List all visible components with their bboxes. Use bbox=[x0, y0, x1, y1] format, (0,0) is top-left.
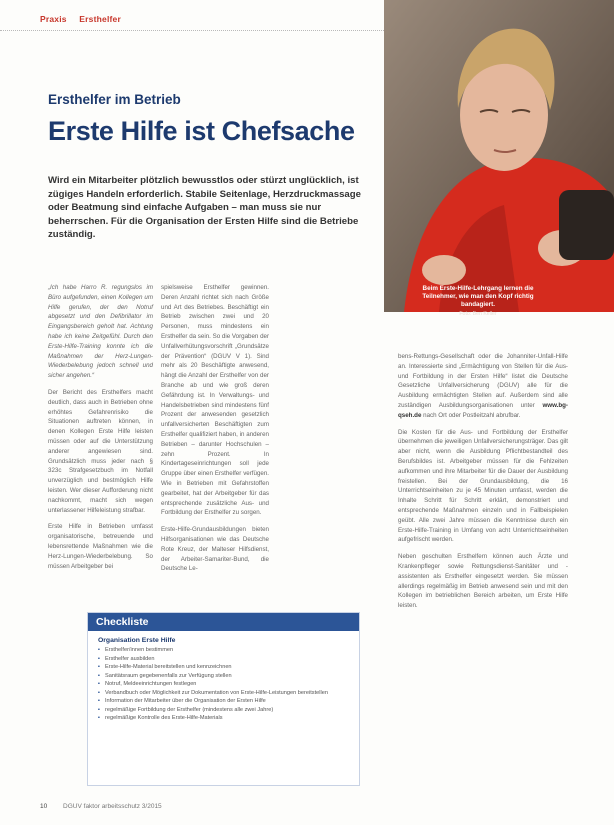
caption-text: Beim Erste-Hilfe-Lehrgang lernen die Teilnehmer, wie man den Kopf richtig bandagiert. bbox=[422, 285, 534, 309]
checklist-item: ▪ regelmäßige Kontrolle des Erste-Hilfe-Materials bbox=[98, 714, 351, 723]
checklist-item: ▪ Verbandbuch oder Möglichkeit zur Dokumentation von Erste-Hilfe-Leistungen bereitstellen bbox=[98, 689, 351, 698]
body-text: nach Ort oder Postleitzahl abrufbar. bbox=[423, 411, 521, 419]
checklist-item: ▪ Erste-Hilfe-Material bereitstellen und kennzeichnen bbox=[98, 663, 351, 672]
photo-illustration bbox=[384, 0, 614, 312]
article-photo bbox=[384, 0, 614, 312]
checklist-subtitle: Organisation Erste Hilfe bbox=[98, 637, 176, 644]
quote-paragraph: „Ich habe Harro R. regungslos im Büro aufgefunden, einen Kollegen um Hilfe gerufen, der den Notruf abgesetzt und den Defibrillator im Eingangsbereich geholt hat. Achtung habe ich keine Zeitgefühl. Durch den Erste-Hilfe-Training konnte ich die Maßnahmen der Herz-Lungen-Wiederbelebung jedoch schnell und sicher angehen.“ bbox=[48, 284, 153, 380]
checklist-box bbox=[87, 612, 360, 786]
text-column-3 bbox=[398, 352, 568, 618]
body-paragraph: Die Kosten für die Aus- und Fortbildung der Ersthelfer übernehmen die jeweiligen Unfallversicherungsträger. Das gilt aber nicht, wenn die Ausbildung Pflichtbestandteil des Berufsbildes ist. Arbeitgeber müssen für die Fehlzeiten aufkommen und ihre Mitarbeiter für die Dauer der Ausbildung freistellen. Bei der Grundausbildung, die 16 Unterrichtseinheiten zu je 45 Minuten umfasst, werden die Inhalte Schritt für Schritt erklärt, demonstriert und entsprechende Maßnahmen einzeln und in Fallbeispielen geübt. Alle zwei Jahre müssen die Kenntnisse durch ein Erste-Hilfe-Training in Umfang von acht Unterrichtseinheiten aufgefrischt werden. bbox=[398, 428, 568, 544]
page-number: 10 bbox=[40, 803, 48, 810]
photo-credit: Foto: Ben Keller bbox=[459, 310, 497, 317]
section-label: Praxis bbox=[40, 14, 67, 24]
page-footer bbox=[40, 803, 162, 810]
checklist-title: Checkliste bbox=[88, 613, 359, 631]
checklist-item: ▪ Ersthelfer ausbilden bbox=[98, 655, 351, 664]
body-paragraph: spielsweise Ersthelfer gewinnen. Deren Anzahl richtet sich nach Größe und Art des Betriebes. Beschäftigt ein Betrieb zwischen zwei und 20 Personen, muss mindestens ein Ersthelfer da sein. So die Vorgaben der Unfallverhütungsvorschrift „Grundsätze der Prävention“ (DGUV V 1). Sind mehr als 20 Beschäftigte anwesend, hängt die Anzahl der Ersthelfer von der Branche ab und wie groß deren Gefährdung ist. In Verwaltungs- und Handelsbetrieben sind mindestens fünf Prozent der anwesenden gesetzlich unfallversicherten Beschäftigten zum Ersthelfer qualifiziert haben, in anderen Betrieben – darunter Hochschulen – zehn Prozent. In Kindertageseinrichtungen soll jede Gruppe über einen Ersthelfer verfügen. Wie in Betrieben mit Gefahrstoffen gearbeitet, hat der Arbeitgeber für das entsprechende zusätzliche Aus- und Fortbildung der Ersthelfer zu sorgen. bbox=[161, 284, 270, 517]
checklist-item: ▪ regelmäßige Fortbildung der Ersthelfer (mindestens alle zwei Jahre) bbox=[98, 706, 351, 715]
checklist-item: ▪ Notruf, Meldeeinrichtungen festlegen bbox=[98, 680, 351, 689]
checklist-item: ▪ Information der Mitarbeiter über die Organisation der Ersten Hilfe bbox=[98, 697, 351, 706]
publication-name: DGUV faktor arbeitsschutz 3/2015 bbox=[63, 803, 162, 810]
body-paragraph: Neben geschulten Ersthelfern können auch Ärzte und Krankenpfleger sowie Rettungsdienst-Sanitäter und -assistenten als Ersthelfer eingesetzt werden. Sie müssen allerdings regelmäßig im Betrieb anwesend sein und mit den Kollegen im betrieblichen Bereich arbeiten, um Erste Hilfe leisten. bbox=[398, 553, 568, 610]
body-text: bens-Rettungs-Gesellschaft oder die Johanniter-Unfall-Hilfe an. Interessierte sind „Ermächtigung von Stellen für die Aus- und Fortbildung in der Ersten Hilfe“ listet die Deutsche Gesetzliche Unfallversicherung (DGUV) alle für die Ausbildung ermächtigten Stellen auf. Außerdem sind alle zuständigen Ausbildungsorganisationen unter bbox=[398, 353, 568, 409]
checklist-item: ▪ Ersthelfer/innen bestimmen bbox=[98, 646, 351, 655]
text-column-2 bbox=[161, 283, 269, 581]
body-paragraph bbox=[398, 352, 568, 421]
article-lead: Wird ein Mitarbeiter plötzlich bewusstlos oder stürzt unglücklich, ist zügiges Handeln erforderlich. Stabile Seitenlage, Herzdruckmassage oder Beatmung sind einfache Aufgaben – man muss sie nur beherrschen. Für die Organisation der Ersten Hilfe sind die Betriebe zuständig. bbox=[48, 175, 361, 241]
article-kicker: Ersthelfer im Betrieb bbox=[48, 92, 181, 107]
body-paragraph: Der Bericht des Ersthelfers macht deutlich, dass auch in Betrieben ohne erhöhtes Gefahrenrisiko die Situationen auftreten können, in denen Kollegen Erste Hilfe leisten müssen oder auf die Unterstützung anderer angewiesen sind. Grundsätzlich muss jeder nach § 323c Strafgesetzbuch im Notfall unverzüglich und bestmöglich Hilfe leisten. Wer dieser Aufforderung nicht nachkommt, macht sich wegen unterlassener Hilfeleistung strafbar. bbox=[48, 388, 153, 514]
article-title: Erste Hilfe ist Chefsache bbox=[48, 116, 355, 146]
photo-caption bbox=[412, 285, 544, 317]
body-paragraph: Erste Hilfe in Betrieben umfasst organisatorische, betreuende und lebensrettende Maßnahmen wie die Herz-Lungen-Wiederbelebung. So müssen Arbeitgeber bei bbox=[48, 523, 153, 570]
checklist-items bbox=[88, 646, 359, 723]
website-link[interactable]: www.bg-qseh.de bbox=[398, 401, 568, 419]
checklist-item: ▪ Sanitätsraum gegebenenfalls zur Verfügung stellen bbox=[98, 672, 351, 681]
body-paragraph: Erste-Hilfe-Grundausbildungen bieten Hilfsorganisationen wie das Deutsche Rote Kreuz, der Malteser Hilfsdienst, der Arbeiter-Samariter-Bund, die Deutsche Le- bbox=[161, 526, 269, 573]
text-column-1 bbox=[48, 283, 153, 578]
subsection-label: Ersthelfer bbox=[79, 14, 121, 24]
section-breadcrumb bbox=[40, 14, 131, 24]
